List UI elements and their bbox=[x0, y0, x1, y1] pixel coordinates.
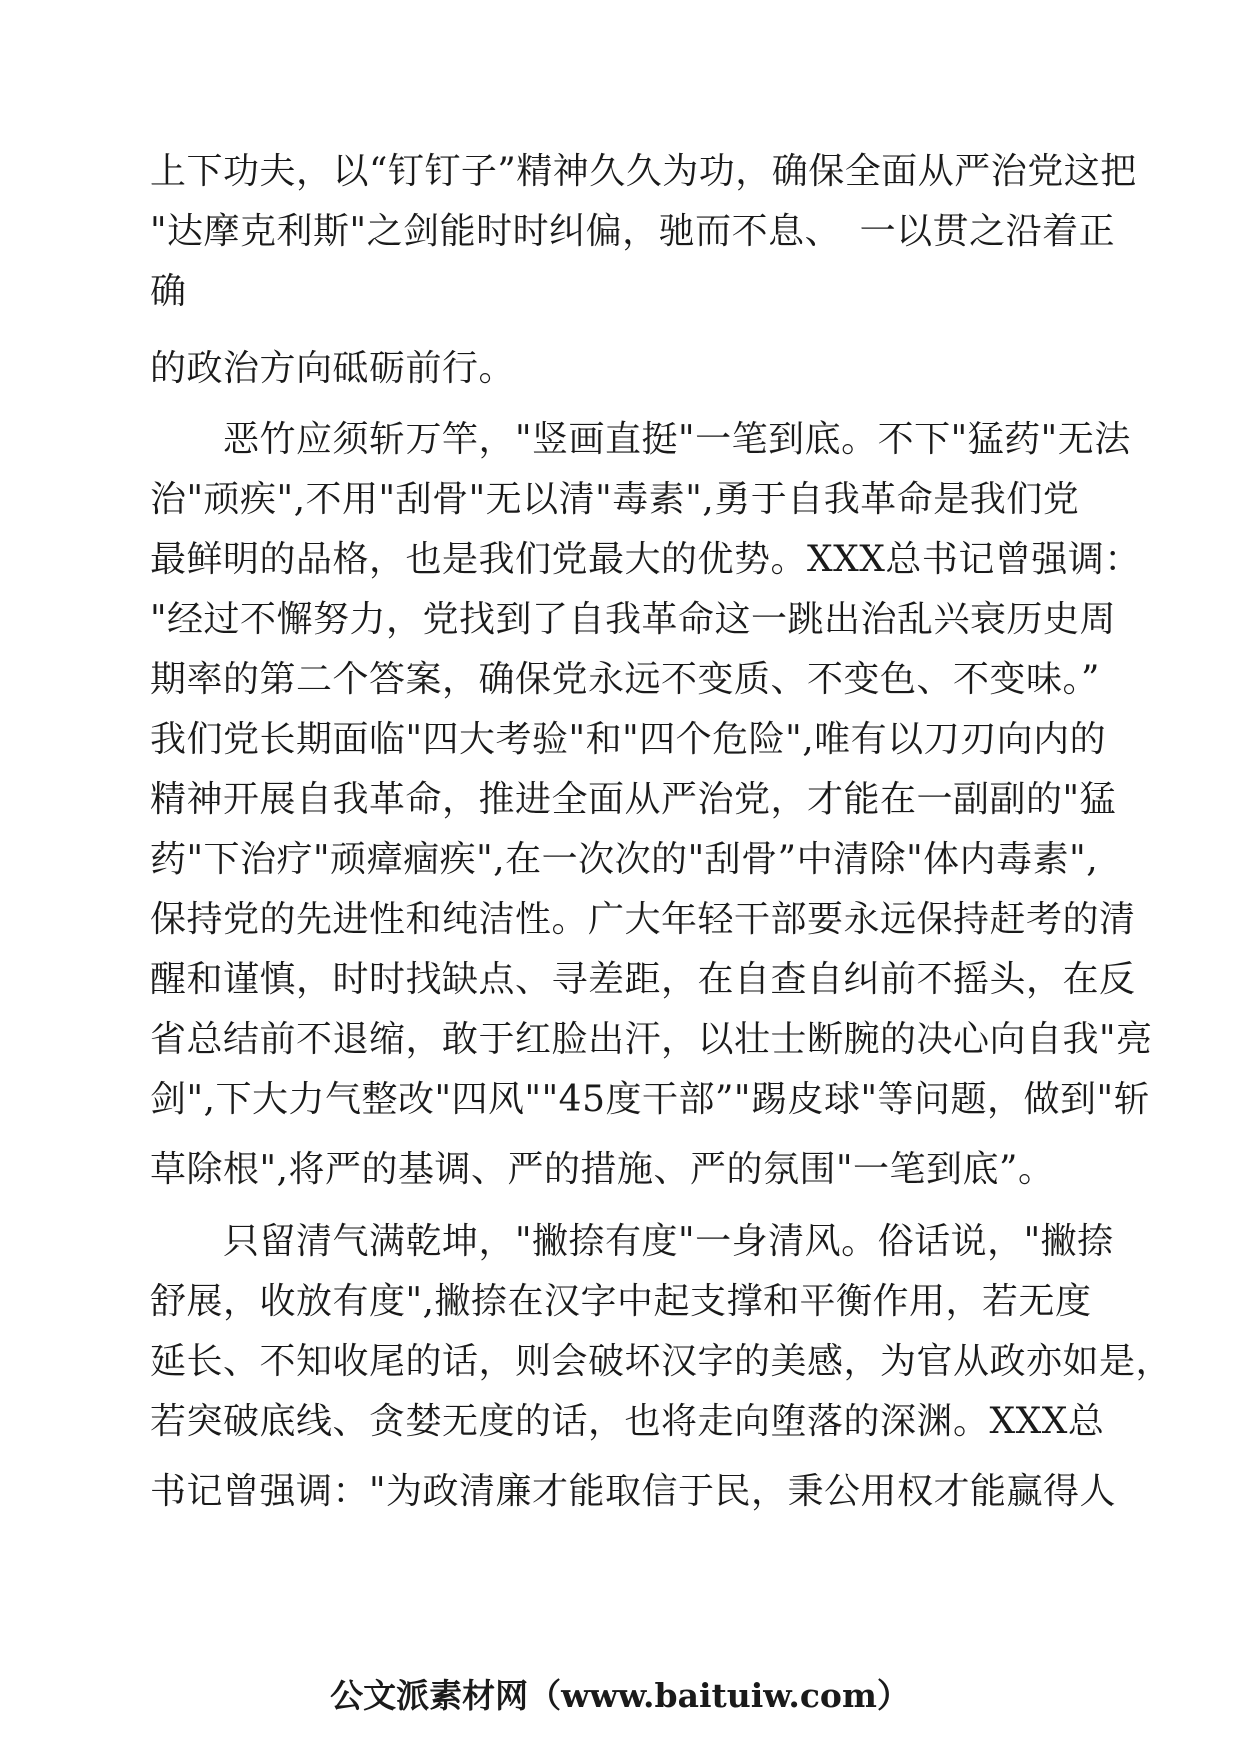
text-line: 恶竹应须斩万竿，"竖画直挺"一笔到底。不下"猛药"无法 bbox=[150, 419, 1131, 460]
text-line: 延长、不知收尾的话，则会破坏汉字的美感，为官从政亦如是， bbox=[150, 1341, 1173, 1382]
text-line: 确 bbox=[150, 271, 187, 312]
text-line: 精神开展自我革命，推进全面从严治党，才能在一副副的"猛 bbox=[150, 779, 1117, 820]
text-line: 最鲜明的品格，也是我们党最大的优势。XXX总书记曾强调： bbox=[150, 539, 1141, 580]
text-line: 若突破底线、贪婪无度的话，也将走向堕落的深渊。XXX总 bbox=[150, 1401, 1105, 1442]
text-line: "经过不懈努力，党找到了自我革命这一跳出治乱兴衰历史周 bbox=[150, 599, 1117, 640]
text-line: 的政治方向砥砺前行。 bbox=[150, 348, 516, 389]
text-line: 期率的第二个答案，确保党永远不变质、不变色、不变味。” bbox=[150, 659, 1100, 700]
text-line: 上下功夫，以“钉钉子”精神久久为功，确保全面从严治党这把 bbox=[150, 151, 1137, 192]
text-line: 醒和谨慎，时时找缺点、寻差距，在自查自纠前不摇头，在反 bbox=[150, 959, 1136, 1000]
text-line: 书记曾强调："为政清廉才能取信于民，秉公用权才能赢得人 bbox=[150, 1471, 1117, 1512]
text-line: 舒展，收放有度",撇捺在汉字中起支撑和平衡作用，若无度 bbox=[150, 1281, 1092, 1322]
text-line: 保持党的先进性和纯洁性。广大年轻干部要永远保持赶考的清 bbox=[150, 899, 1136, 940]
text-line: 只留清气满乾坤，"撇捺有度"一身清风。俗话说，"撇捺 bbox=[150, 1221, 1114, 1262]
text-line: 治"顽疾",不用"刮骨"无以清"毒素",勇于自我革命是我们党 bbox=[150, 479, 1080, 520]
text-line: 草除根",将严的基调、严的措施、严的氛围"一笔到底”。 bbox=[150, 1149, 1055, 1190]
text-line: 我们党长期面临"四大考验"和"四个危险",唯有以刀刃向内的 bbox=[150, 719, 1107, 760]
text-line: 省总结前不退缩，敢于红脸出汗，以壮士断腕的决心向自我"亮 bbox=[150, 1019, 1153, 1060]
text-line: "达摩克利斯"之剑能时时纠偏，驰而不息、 一以贯之沿着正 bbox=[150, 211, 1116, 252]
text-line: 药"下治疗"顽瘴痼疾",在一次次的"刮骨”中清除"体内毒素", bbox=[150, 839, 1099, 880]
text-line: 剑",下大力气整改"四风""45度干部”"踢皮球"等问题，做到"斩 bbox=[150, 1079, 1151, 1120]
footer-source: 公文派素材网（www.baituiw.com） bbox=[330, 1676, 910, 1715]
